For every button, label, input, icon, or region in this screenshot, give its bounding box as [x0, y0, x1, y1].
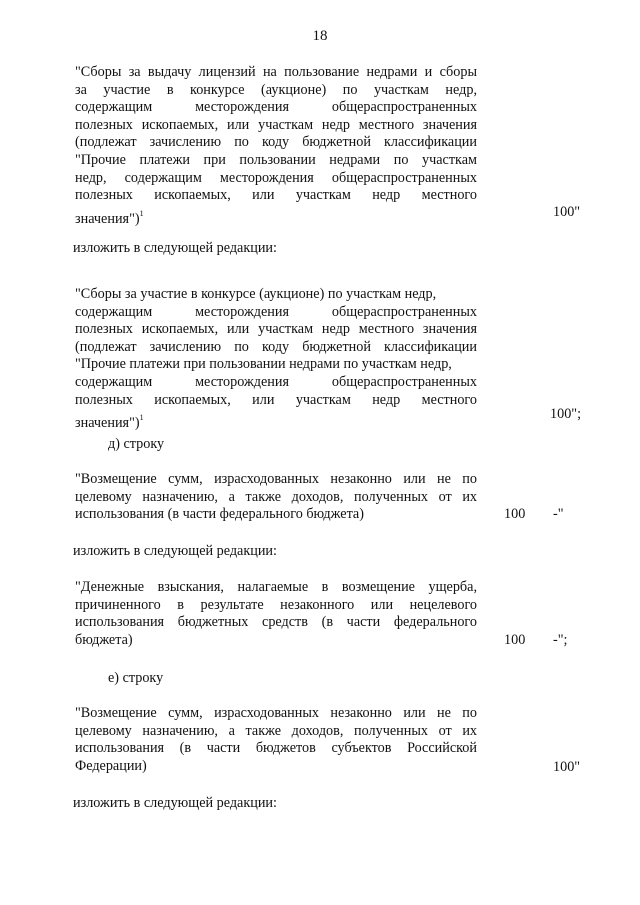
text-line: Федерации): [75, 757, 147, 774]
instruction-heading-1: изложить в следующей редакции:: [73, 240, 277, 256]
text-line: содержащим месторождения общераспространенных: [75, 99, 477, 116]
text-line: использования бюджетных средств (в части федерального: [75, 614, 477, 631]
footnote-marker: 1: [139, 413, 144, 423]
item-d-heading: д) строку: [108, 436, 165, 452]
block4-value-1: 100: [504, 632, 526, 648]
instruction-heading-3: изложить в следующей редакции:: [73, 795, 277, 811]
text-line: "Прочие платежи при пользовании недрами по участкам: [75, 151, 477, 168]
block3-value-2: -": [553, 506, 564, 522]
page-number: 18: [312, 28, 328, 44]
block4-value-2: -";: [553, 632, 568, 648]
text-line: "Денежные взыскания, налагаемые в возмещение ущерба,: [75, 579, 477, 595]
new-text-block-2: [75, 286, 477, 432]
item-e-heading: е) строку: [108, 670, 164, 686]
text-line: за участие в конкурсе (аукционе) по участкам недр,: [75, 81, 477, 98]
text-line: полезных ископаемых, или участкам недр местного значения: [75, 321, 477, 338]
text-line: [75, 409, 477, 432]
text-line: целевому назначению, а также доходов, полученных от их: [75, 488, 477, 505]
text-line: полезных ископаемых, или участкам недр местного значения: [75, 116, 477, 133]
text-line: (подлежат зачислению по коду бюджетной классификации: [75, 134, 477, 151]
text-line-content: значения"): [75, 415, 140, 432]
text-line: "Возмещение сумм, израсходованных незаконно или не по: [75, 471, 477, 487]
text-line-content: значения"): [75, 210, 140, 227]
text-line: бюджета): [75, 631, 133, 648]
text-line: содержащим месторождения общераспространенных: [75, 373, 477, 390]
text-line: "Прочие платежи при пользовании недрами по участкам недр,: [75, 356, 452, 373]
text-line: "Сборы за выдачу лицензий на пользование недрами и сборы: [75, 64, 477, 80]
text-line: использования (в части федерального бюджета): [75, 506, 364, 523]
block1-value: 100": [553, 204, 581, 220]
text-line: содержащим месторождения общераспространенных: [75, 303, 477, 320]
text-line: целевому назначению, а также доходов, полученных от их: [75, 722, 477, 739]
text-line: полезных ископаемых, или участкам недр местного: [75, 187, 477, 204]
instruction-heading-2: изложить в следующей редакции:: [73, 543, 277, 559]
text-line: недр, содержащим месторождения общераспространенных: [75, 169, 477, 186]
block5-value: 100": [553, 759, 581, 775]
new-text-block-4: [75, 579, 477, 649]
original-text-block-1: [75, 64, 477, 227]
original-text-block-3: [75, 471, 477, 524]
text-line: причиненного в результате незаконного или нецелевого: [75, 596, 477, 613]
text-line: "Возмещение сумм, израсходованных незаконно или не по: [75, 705, 477, 721]
original-text-block-5: [75, 705, 477, 775]
block3-value-1: 100: [504, 506, 526, 522]
text-line: [75, 205, 477, 227]
footnote-marker: 1: [139, 208, 144, 218]
text-line: "Сборы за участие в конкурсе (аукционе) по участкам недр,: [75, 286, 437, 302]
text-line: использования (в части бюджетов субъектов Российской: [75, 740, 477, 757]
block2-value: 100";: [550, 406, 582, 422]
text-line: полезных ископаемых, или участкам недр местного: [75, 391, 477, 408]
text-line: (подлежат зачислению по коду бюджетной классификации: [75, 338, 477, 355]
